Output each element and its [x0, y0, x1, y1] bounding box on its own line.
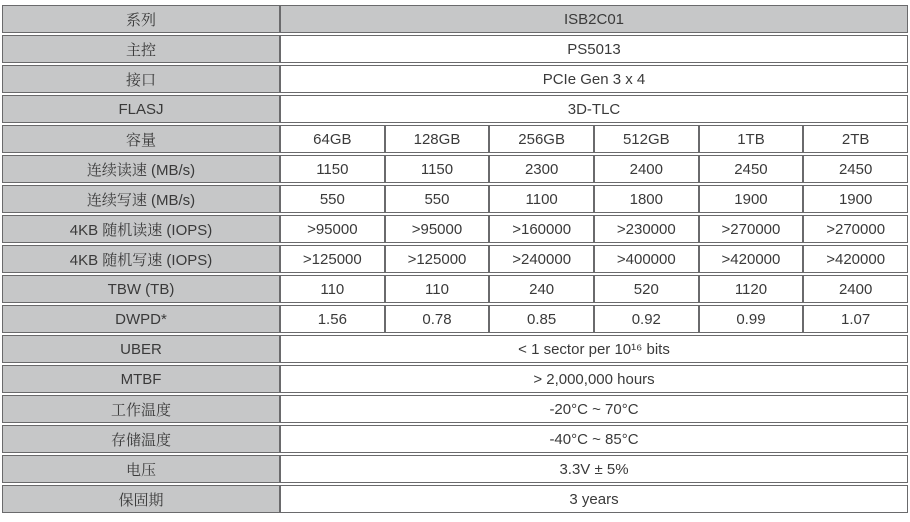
value-cell: 1100	[489, 185, 594, 213]
value-cell: 1120	[699, 275, 804, 303]
table-row	[2, 215, 908, 243]
value-cell: >400000	[594, 245, 699, 273]
table-row	[2, 335, 908, 363]
label-operating-temp: 工作温度	[2, 395, 280, 423]
value-cell: 1.07	[803, 305, 908, 333]
capacity-cell: 256GB	[489, 125, 594, 153]
capacity-cell: 512GB	[594, 125, 699, 153]
label-flash: FLASJ	[2, 95, 280, 123]
value-controller: PS5013	[280, 35, 908, 63]
table-row	[2, 5, 908, 33]
value-cell: >160000	[489, 215, 594, 243]
value-cell: >125000	[385, 245, 490, 273]
value-cell: 1.56	[280, 305, 385, 333]
table-row	[2, 365, 908, 393]
value-cell: 1150	[280, 155, 385, 183]
label-seq-write: 连续写速 (MB/s)	[2, 185, 280, 213]
value-interface: PCIe Gen 3 x 4	[280, 65, 908, 93]
label-warranty: 保固期	[2, 485, 280, 513]
value-storage-temp: -40°C ~ 85°C	[280, 425, 908, 453]
table-row	[2, 125, 908, 153]
label-dwpd: DWPD*	[2, 305, 280, 333]
value-cell: >95000	[385, 215, 490, 243]
value-voltage: 3.3V ± 5%	[280, 455, 908, 483]
label-mtbf: MTBF	[2, 365, 280, 393]
label-voltage: 电压	[2, 455, 280, 483]
value-cell: >420000	[699, 245, 804, 273]
value-cell: >240000	[489, 245, 594, 273]
capacity-cell: 2TB	[803, 125, 908, 153]
label-rand-read: 4KB 随机读速 (IOPS)	[2, 215, 280, 243]
table-row	[2, 35, 908, 63]
ssd-spec-table	[2, 3, 908, 515]
table-row	[2, 245, 908, 273]
value-cell: >270000	[699, 215, 804, 243]
label-storage-temp: 存储温度	[2, 425, 280, 453]
value-uber: < 1 sector per 10¹⁶ bits	[280, 335, 908, 363]
table-row	[2, 95, 908, 123]
value-cell: 2300	[489, 155, 594, 183]
capacity-cell: 64GB	[280, 125, 385, 153]
value-flash: 3D-TLC	[280, 95, 908, 123]
value-cell: 2450	[803, 155, 908, 183]
value-cell: 550	[280, 185, 385, 213]
value-warranty: 3 years	[280, 485, 908, 513]
value-mtbf: > 2,000,000 hours	[280, 365, 908, 393]
value-cell: 1900	[699, 185, 804, 213]
label-rand-write: 4KB 随机写速 (IOPS)	[2, 245, 280, 273]
value-cell: 2400	[594, 155, 699, 183]
value-cell: 0.92	[594, 305, 699, 333]
table-row	[2, 425, 908, 453]
value-cell: >420000	[803, 245, 908, 273]
table-row	[2, 275, 908, 303]
value-cell: >270000	[803, 215, 908, 243]
value-cell: >125000	[280, 245, 385, 273]
capacity-cell: 128GB	[385, 125, 490, 153]
label-uber: UBER	[2, 335, 280, 363]
value-cell: >230000	[594, 215, 699, 243]
value-cell: 0.99	[699, 305, 804, 333]
value-cell: 110	[385, 275, 490, 303]
value-cell: 1150	[385, 155, 490, 183]
value-cell: 2450	[699, 155, 804, 183]
value-cell: 110	[280, 275, 385, 303]
value-cell: 520	[594, 275, 699, 303]
value-cell: 240	[489, 275, 594, 303]
table-row	[2, 395, 908, 423]
table-row	[2, 455, 908, 483]
table-row	[2, 65, 908, 93]
table-row	[2, 485, 908, 513]
value-cell: 1900	[803, 185, 908, 213]
label-controller: 主控	[2, 35, 280, 63]
value-cell: 1800	[594, 185, 699, 213]
value-cell: 2400	[803, 275, 908, 303]
value-series: ISB2C01	[280, 5, 908, 33]
label-seq-read: 连续读速 (MB/s)	[2, 155, 280, 183]
label-series: 系列	[2, 5, 280, 33]
table-row	[2, 155, 908, 183]
value-cell: 550	[385, 185, 490, 213]
table-row	[2, 185, 908, 213]
value-cell: 0.85	[489, 305, 594, 333]
label-capacity: 容量	[2, 125, 280, 153]
value-cell: 0.78	[385, 305, 490, 333]
capacity-cell: 1TB	[699, 125, 804, 153]
value-operating-temp: -20°C ~ 70°C	[280, 395, 908, 423]
table-row	[2, 305, 908, 333]
label-tbw: TBW (TB)	[2, 275, 280, 303]
value-cell: >95000	[280, 215, 385, 243]
label-interface: 接口	[2, 65, 280, 93]
